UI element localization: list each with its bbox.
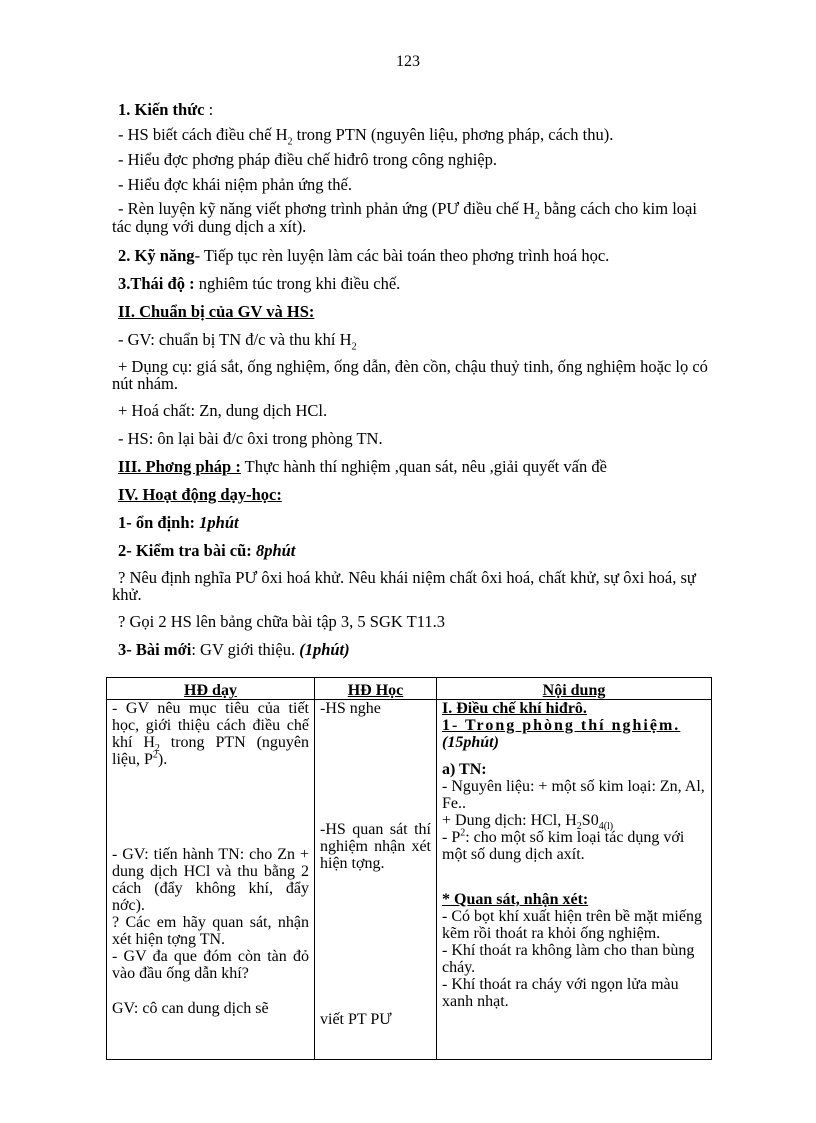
content-observe-heading: * Quan sát, nhận xét: <box>442 891 589 908</box>
content-h2: 1- Trong phòng thí nghiệm. <box>442 717 681 734</box>
teacher-p3: ? Các em hãy quan sát, nhận xét hiện tợng TN. <box>112 914 309 948</box>
content-h1: I. Điều chế khí hiđrô. <box>442 700 587 717</box>
section-knowledge-heading: 1. Kiến thức : <box>118 100 214 119</box>
activity-kiem-tra: 2- Kiểm tra bài cũ: 8phút <box>118 541 296 560</box>
knowledge-item-3: - Hiểu đợc khái niệm phản ứng thế. <box>118 175 352 194</box>
prep-hoa-chat: + Hoá chất: Zn, dung dịch HCl. <box>118 401 328 420</box>
teacher-p2: - GV: tiến hành TN: cho Zn + dung dịch HCl và thu bằng 2 cách (đẩy không khí, đẩy nớc). <box>112 846 309 914</box>
cell-teacher-activity <box>107 700 315 1060</box>
knowledge-item-1: - HS biết cách điều chế $H_2$ trong PTN (nguyên liệu, phơng pháp, cách thu). <box>118 125 614 148</box>
header-teacher: HĐ dạy <box>107 678 315 700</box>
content-observe-2: - Khí thoát ra không làm cho than bùng cháy. <box>442 942 695 976</box>
header-student: HĐ Học <box>315 678 437 700</box>
section-activities-heading: IV. Hoạt động dạy-học: <box>118 485 282 504</box>
teacher-p5: GV: cô can dung dịch sẽ <box>112 1000 269 1017</box>
prep-hs: - HS: ôn lại bài đ/c ôxi trong phòng TN. <box>118 429 383 448</box>
section-attitude: 3.Thái độ : nghiêm túc trong khi điều chế. <box>118 274 401 293</box>
student-p2: -HS quan sát thí nghiệm nhận xét hiện tợng. <box>320 821 431 872</box>
content-p2: - $P^2$: cho một số kim loại tác dụng với một số dung dịch axít. <box>442 827 685 863</box>
header-content: Nội dung <box>437 678 712 700</box>
document-body <box>112 100 718 668</box>
content-observe-3: - Khí thoát ra cháy với ngọn lửa màu xanh nhạt. <box>442 976 679 1010</box>
content-h2-time: (15phút) <box>442 734 499 751</box>
section-method: III. Phơng pháp : Thực hành thí nghiệm ,quan sát, nêu ,giải quyết vấn đề <box>118 457 607 476</box>
student-p3: viết PT PƯ <box>320 1011 392 1028</box>
heading-text: 1. Kiến thức <box>118 100 205 119</box>
activity-on-dinh: 1- ổn định: 1phút <box>118 513 239 532</box>
knowledge-item-4: - Rèn luyện kỹ năng viết phơng trình phản ứng (PƯ điều chế $H_2$ bằng cách cho kim loại tác dụng với dung dịch a xít). <box>112 199 697 236</box>
question-1: ? Nêu định nghĩa PƯ ôxi hoá khử. Nêu khái niệm chất ôxi hoá, chất khử, sự ôxi hoá, sự khử. <box>112 568 696 604</box>
cell-content <box>437 700 712 1060</box>
activity-bai-moi: 3- Bài mới: GV giới thiệu. (1phút) <box>118 640 350 659</box>
section-preparation-heading: II. Chuẩn bị của GV và HS: <box>118 302 315 321</box>
prep-gv: - GV: chuẩn bị TN đ/c và thu khí $H_2$ <box>118 330 357 353</box>
lesson-table <box>106 677 712 1060</box>
cell-student-activity <box>315 700 437 1060</box>
question-2: ? Gọi 2 HS lên bảng chữa bài tập 3, 5 SGK T11.3 <box>118 612 445 631</box>
content-nguyen-lieu: - Nguyên liệu: + một số kim loại: Zn, Al, Fe.. <box>442 778 705 812</box>
knowledge-item-2: - Hiểu đợc phơng pháp điều chế hiđrô trong công nghiệp. <box>118 150 497 169</box>
content-dung-dich: + Dung dịch: HCl, $H_2S0_{4(l)}$ <box>442 812 614 833</box>
content-observe-1: - Có bọt khí xuất hiện trên bề mặt miếng kẽm rồi thoát ra khỏi ống nghiệm. <box>442 908 702 942</box>
table-header-row <box>107 678 712 700</box>
teacher-p4: - GV đa que đóm còn tàn đỏ vào đầu ống dẫn khí? <box>112 948 309 982</box>
section-skills: 2. Kỹ năng- Tiếp tục rèn luyện làm các bài toán theo phơng trình hoá học. <box>118 246 610 265</box>
table-row <box>107 700 712 1060</box>
content-tn: a) TN: <box>442 761 487 778</box>
page-number: 123 <box>396 53 420 70</box>
teacher-p1: - GV nêu mục tiêu của tiết học, giới thiệu cách điều chế khí $H_2$ trong PTN (nguyên liệu, $P^2$). <box>112 700 309 768</box>
student-p1: -HS nghe <box>320 700 381 717</box>
prep-dung-cu: + Dụng cụ: giá sắt, ống nghiệm, ống dẫn, đèn cồn, chậu thuỷ tinh, ống nghiệm hoặc lọ có nút nhám. <box>112 357 708 393</box>
